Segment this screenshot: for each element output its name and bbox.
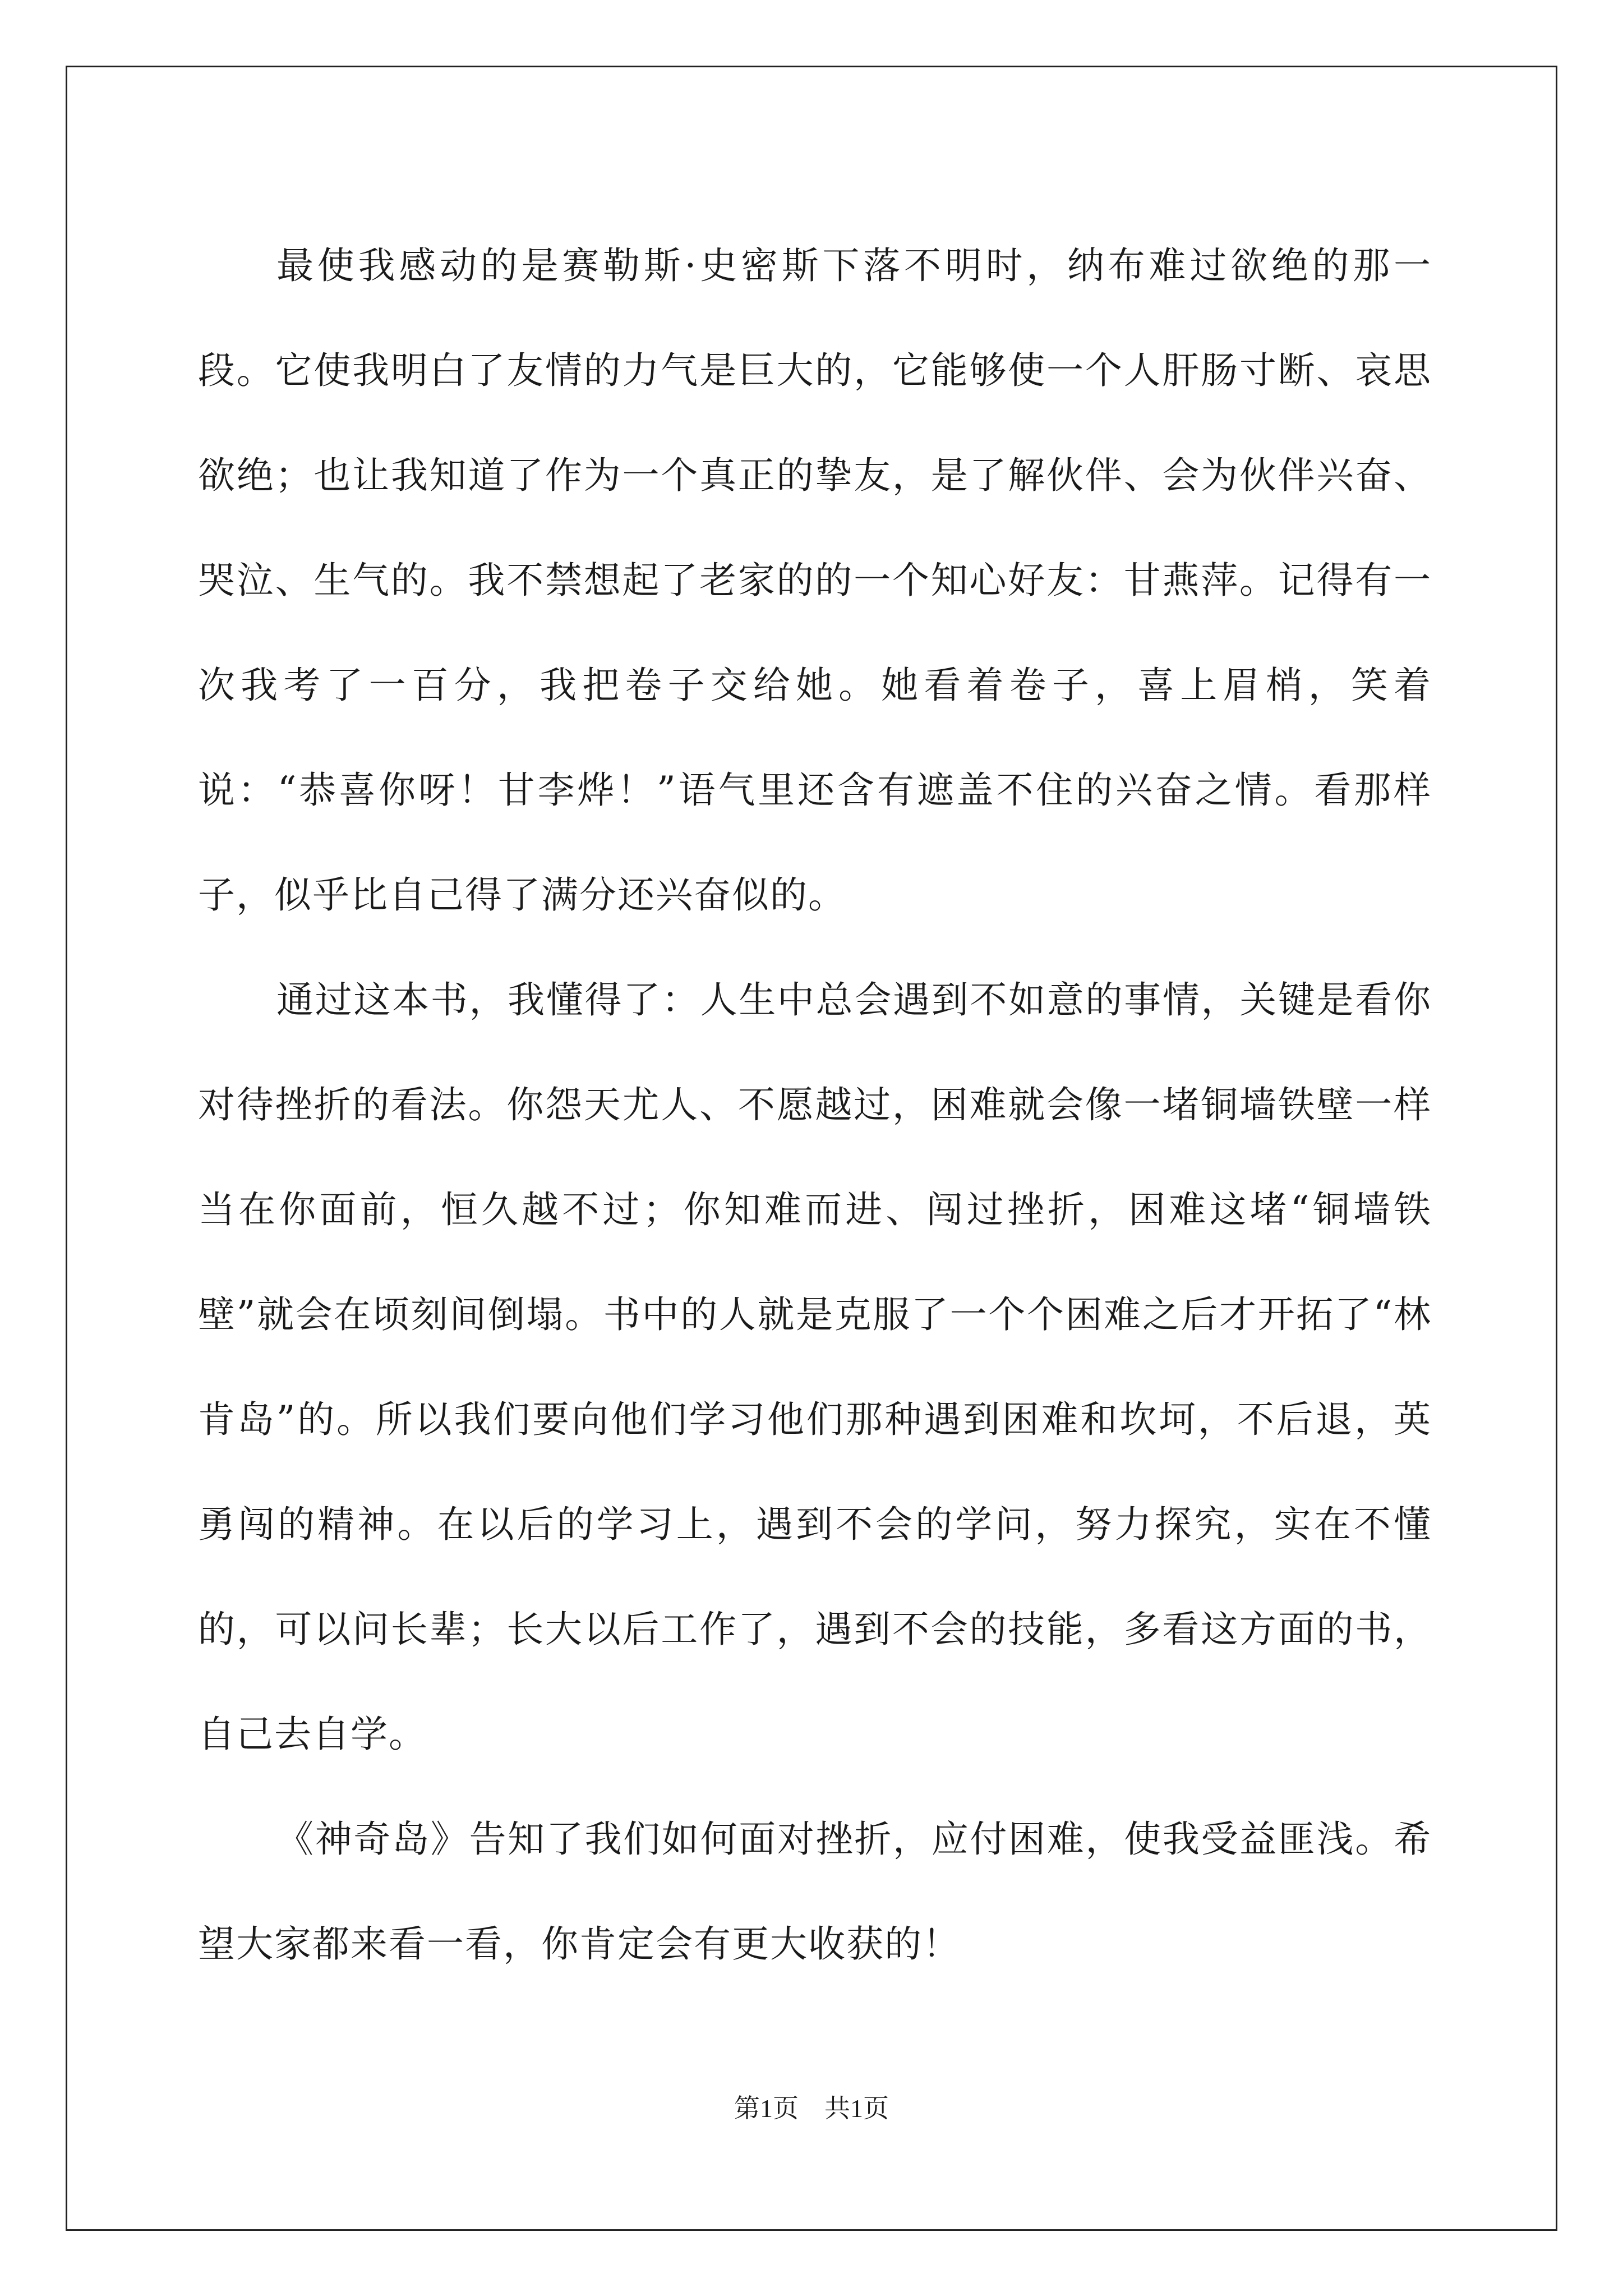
paragraph-3: 《神奇岛》告知了我们如何面对挫折，应付困难，使我受益匪浅。希望大家都来看一看，你肯定会有更大收获的！ [198, 1818, 1432, 1966]
page-footer: 第1页 共1页 [734, 2094, 889, 2123]
document-body [198, 213, 1432, 1996]
paragraph-2: 通过这本书，我懂得了：人生中总会遇到不如意的事情，关键是看你对待挫折的看法。你怨天尤人、不愿越过，困难就会像一堵铜墙铁壁一样当在你面前，恒久越不过；你知难而进、闯过挫折，困难这堵“铜墙铁壁”就会在顷刻间倒塌。书中的人就是克服了一个个困难之后才开拓了“林肯岛”的。所以我们要向他们学习他们那种遇到困难和坎坷，不后退，英勇闯的精神。在以后的学习上，遇到不会的学问，努力探究，实在不懂的，可以问长辈；长大以后工作了，遇到不会的技能，多看这方面的书，自己去自学。 [198, 978, 1432, 1756]
paragraph-1: 最使我感动的是赛勒斯·史密斯下落不明时，纳布难过欲绝的那一段。它使我明白了友情的力气是巨大的，它能够使一个人肝肠寸断、哀思欲绝；也让我知道了作为一个真正的挚友，是了解伙伴、会为伙伴兴奋、哭泣、生气的。我不禁想起了老家的的一个知心好友：甘燕萍。记得有一次我考了一百分，我把卷子交给她。她看着卷子，喜上眉梢，笑着说：“恭喜你呀！甘李烨！”语气里还含有遮盖不住的兴奋之情。看那样子，似乎比自己得了满分还兴奋似的。 [198, 244, 1432, 917]
